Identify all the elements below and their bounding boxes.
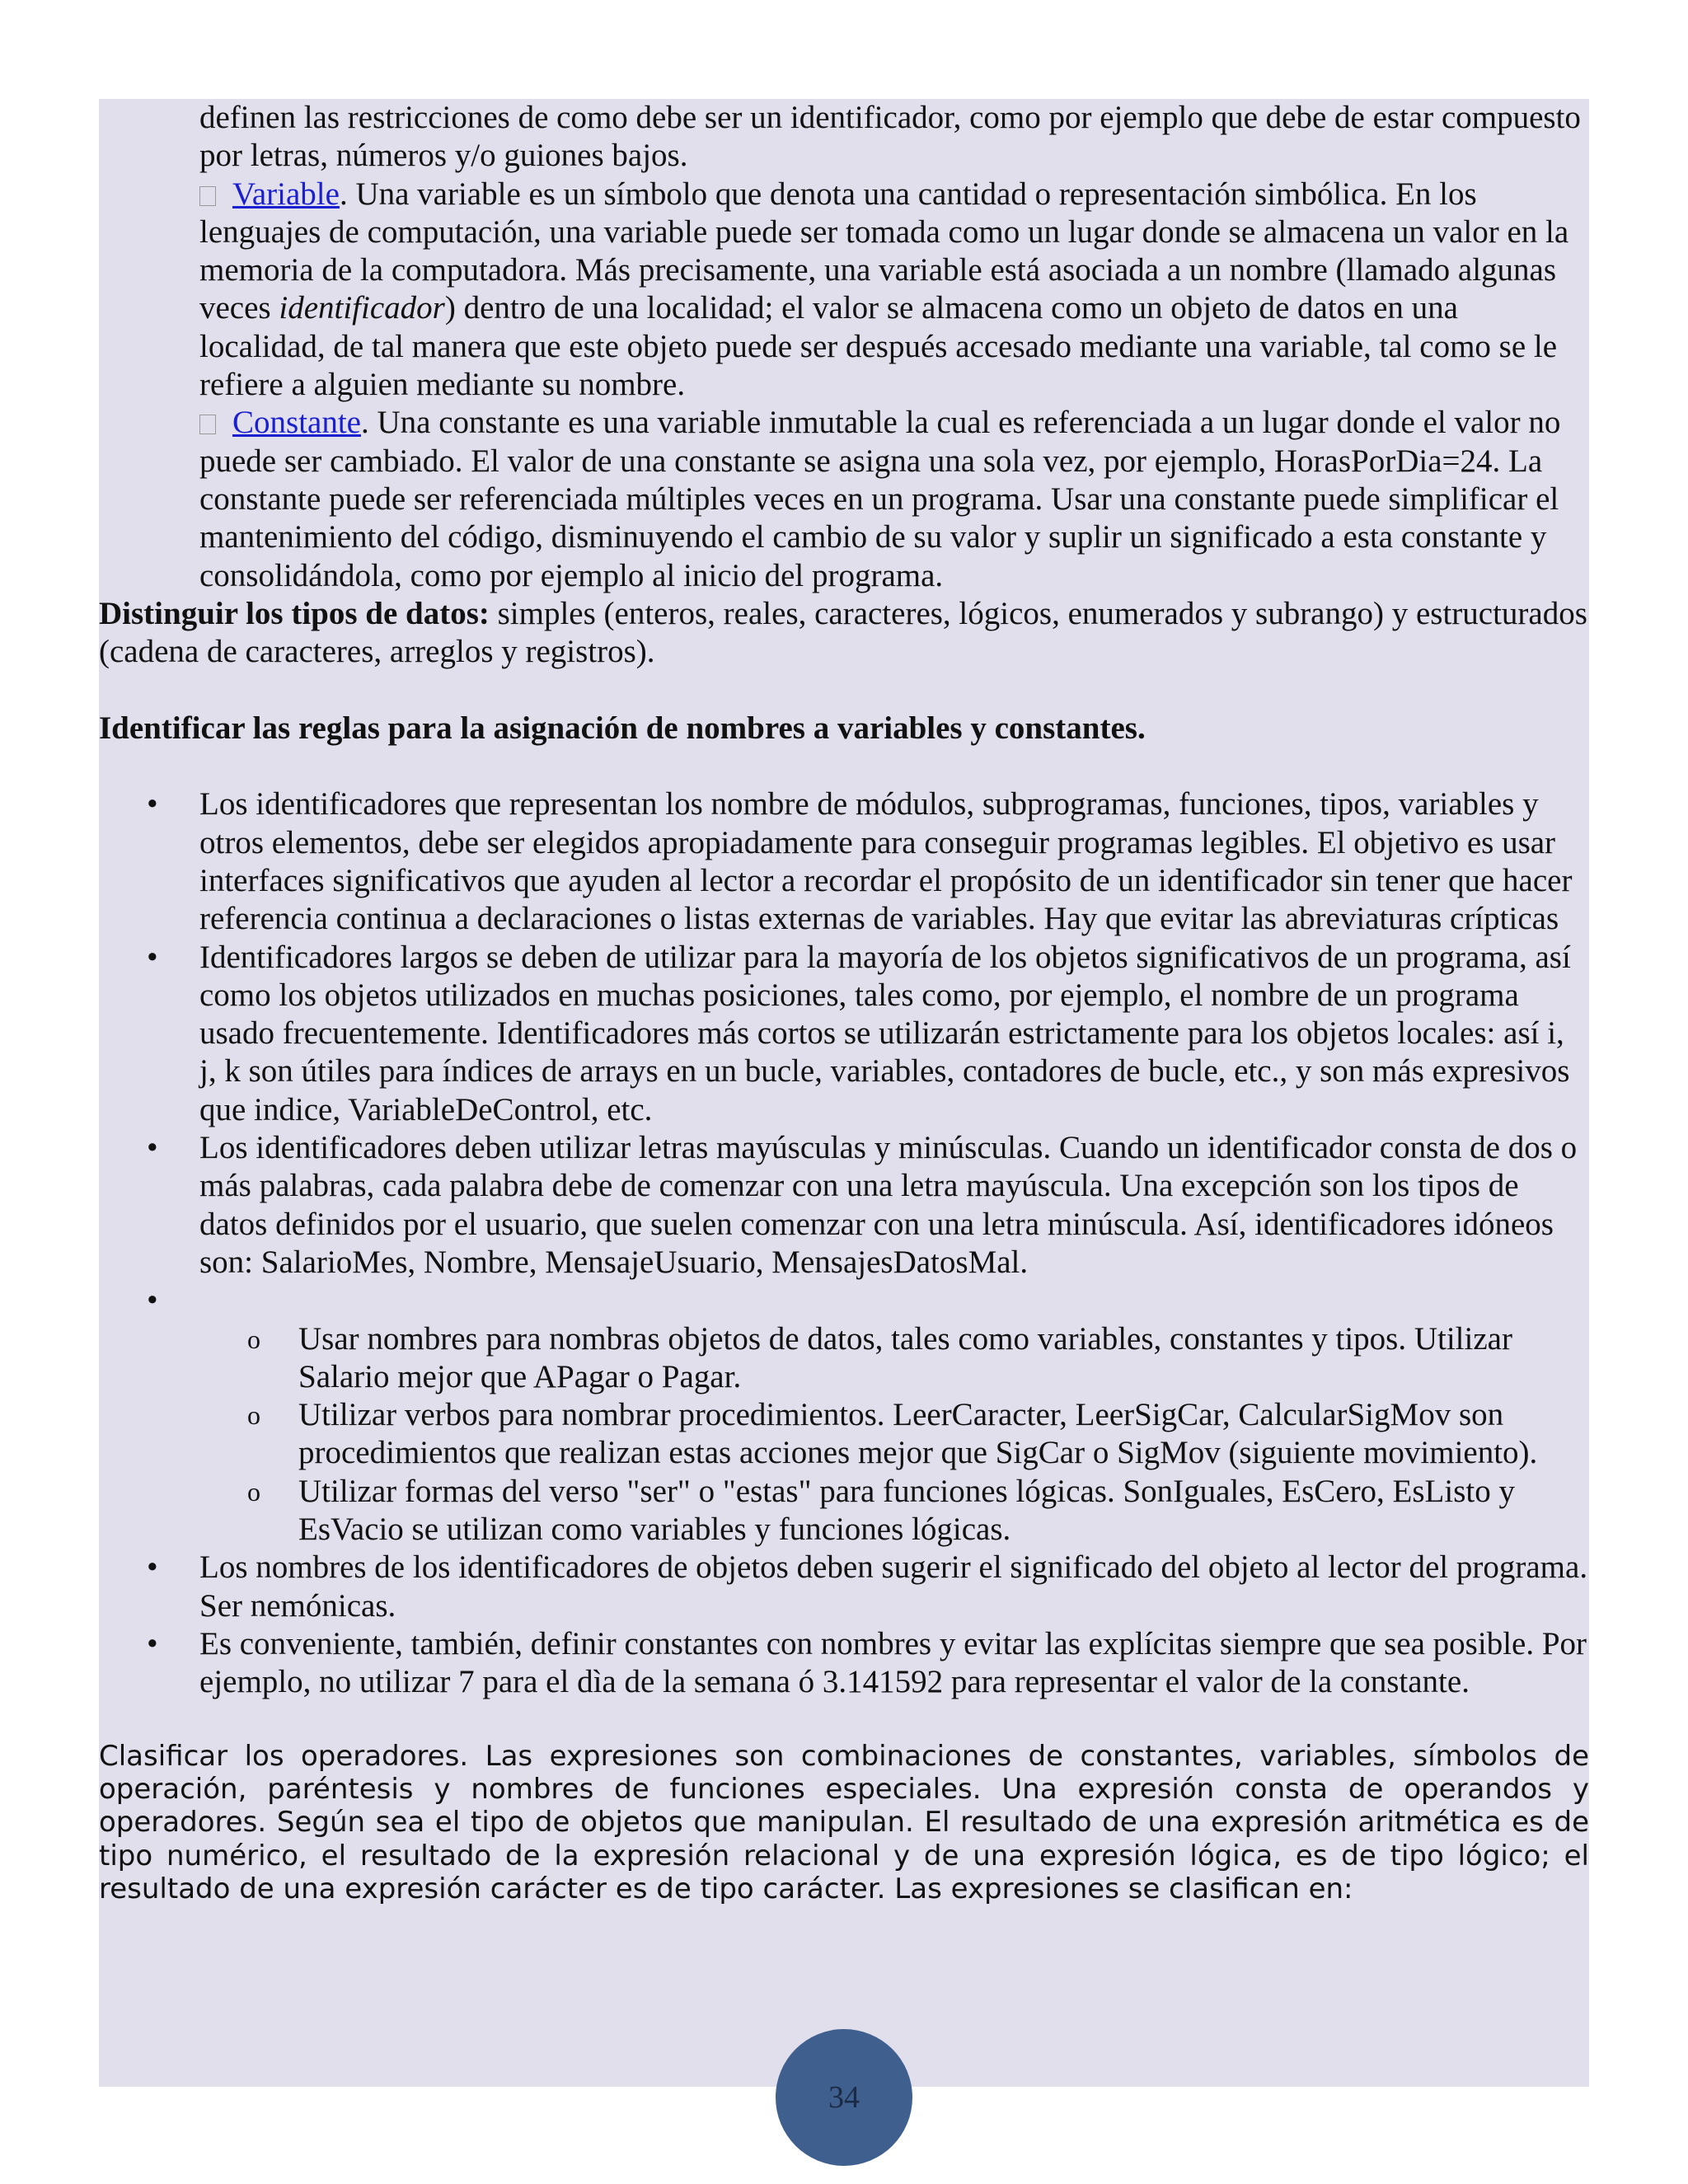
sub-list-item: o Utilizar verbos para nombrar procedimientos. LeerCaracter, LeerSigCar, CalcularSigMov son procedimientos que realizan estas acciones mejor que SigCar o SigMov (siguiente movimiento).: [99, 1396, 1589, 1473]
spacer: [99, 1701, 1589, 1739]
reglas-heading-text: Identificar las reglas para la asignación de nombres a variables y constantes.: [99, 710, 1146, 746]
sub-list: [99, 1320, 1589, 1549]
page-number-badge: [776, 2029, 912, 2166]
variable-link[interactable]: Variable: [232, 176, 340, 212]
variable-italic: identificador: [279, 290, 445, 326]
paragraph-restricciones: definen las restricciones de como debe ser un identificador, como por ejemplo que debe de estar compuesto por letras, números y/o guiones bajos.: [199, 100, 1581, 174]
tipos-text: simples (enteros, reales, caracteres, lógicos, enumerados y subrango) y estructurados (cadena de caracteres, arreglos y registros).: [99, 595, 1587, 670]
sub-list-item: o • Usar nombres para nombras objetos de datos, tales como variables, constantes y tipos. Utilizar Salario mejor que APagar o Pagar.: [99, 1320, 1589, 1397]
paragraph-variable: [99, 176, 1589, 405]
variable-text-a: . Una variable es un símbolo que denota una cantidad o representación simbólica. En los lenguajes de computación, una variable puede ser tomada como un lugar donde se almacena un valor en la memoria de la computadora. Más precisamente, una variable está asociada a un nombre (llamado algunas veces: [199, 176, 1569, 326]
paragraph-operadores: Clasificar los operadores. Las expresiones son combinaciones de constantes, variables, símbolos de operación, paréntesis y nombres de funciones especiales. Una expresión consta de operandos y operadores. Según sea el tipo de objetos que manipulan. El resultado de una expresión aritmética es de tipo numérico, el resultado de la expresión relacional y de una expresión lógica, es de tipo lógico; el resultado de una expresión carácter es de tipo carácter. Las expresiones se clasifican en:: [99, 1739, 1589, 1905]
list-item: [99, 1282, 1589, 1549]
variable-text-b: ) dentro de una localidad; el valor se almacena como un objeto de datos en una localidad, de tal manera que este objeto puede ser después accesado mediante una variable, tal como se le refiere a alguien mediante su nombre.: [199, 290, 1558, 403]
paragraph-tipos-datos: [99, 595, 1589, 672]
page-number: 34: [828, 2080, 860, 2115]
paragraph-constante: [99, 404, 1589, 594]
checkbox-glyph-icon: [199, 186, 216, 206]
list-item: • Los identificadores deben utilizar letras mayúsculas y minúsculas. Cuando un identificador consta de dos o más palabras, cada palabra debe de comenzar con una letra mayúscula. Una excepción son los tipos de datos definidos por el usuario, que suelen comenzar con una letra minúscula. Así, identificadores idóneos son: SalarioMes, Nombre, MensajeUsuario, MensajesDatosMal.: [99, 1129, 1589, 1282]
list-item: • Los nombres de los identificadores de objetos deben sugerir el significado del objeto al lector del programa. Ser nemónicas.: [99, 1549, 1589, 1625]
tipos-heading: Distinguir los tipos de datos:: [99, 595, 490, 631]
list-item: • Identificadores largos se deben de utilizar para la mayoría de los objetos significativos de un programa, así como los objetos utilizados en muchas posiciones, tales como, por ejemplo, el nombre de un programa usado frecuentemente. Identificadores más cortos se utilizarán estrictamente para los objetos locales: así i, j, k son útiles para índices de arrays en un bucle, variables, contadores de bucle, etc., y son más expresivos que indice, VariableDeControl, etc.: [99, 939, 1589, 1129]
sub-list-item: o Utilizar formas del verso "ser" o "estas" para funciones lógicas. SonIguales, EsCero, EsListo y EsVacio se utilizan como variables y funciones lógicas.: [99, 1473, 1589, 1549]
reglas-list: [99, 785, 1589, 1701]
reglas-heading: [99, 710, 1589, 748]
list-item: • Los identificadores que representan los nombre de módulos, subprogramas, funciones, tipos, variables y otros elementos, debe ser elegidos apropiadamente para conseguir programas legibles. El objetivo es usar interfaces significativos que ayuden al lector a recordar el propósito de un identificador sin tener que hacer referencia continua a declaraciones o listas externas de variables. Hay que evitar las abreviaturas crípticas: [99, 785, 1589, 938]
spacer: [99, 748, 1589, 785]
list-item: • Es conveniente, también, definir constantes con nombres y evitar las explícitas siempre que sea posible. Por ejemplo, no utilizar 7 para el dìa de la semana ó 3.141592 para representar el valor de la constante.: [99, 1625, 1589, 1702]
checkbox-glyph-icon: [199, 415, 216, 434]
document-body: [99, 99, 1589, 1905]
spacer: [99, 671, 1589, 709]
constante-link[interactable]: Constante: [232, 405, 361, 441]
constante-text: . Una constante es una variable inmutable la cual es referenciada a un lugar donde el valor no puede ser cambiado. El valor de una constante se asigna una sola vez, por ejemplo, HorasPorDia=24. La constante puede ser referenciada múltiples veces en un programa. Usar una constante puede simplificar el mantenimiento del código, disminuyendo el cambio de su valor y suplir un significado a esta constante y consolidándola, como por ejemplo al inicio del programa.: [199, 405, 1561, 593]
